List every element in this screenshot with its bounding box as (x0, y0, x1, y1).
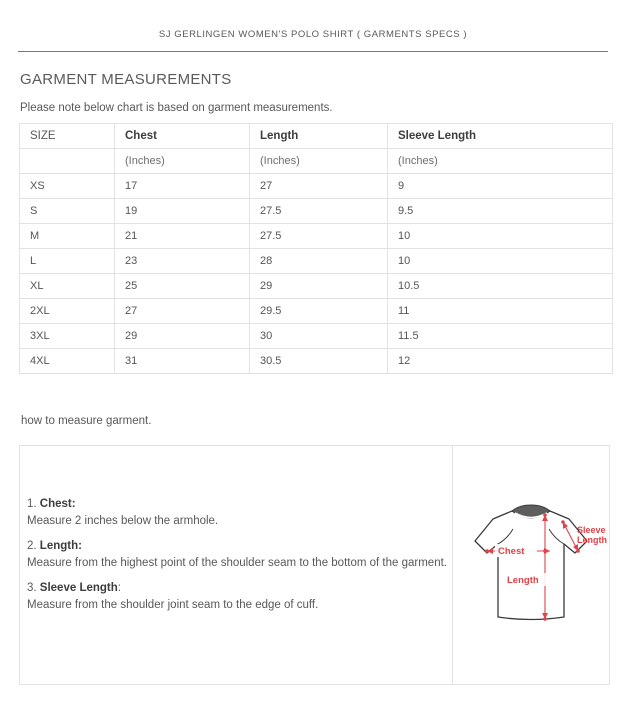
units-length: (Inches) (250, 149, 388, 174)
table-row (20, 199, 613, 224)
column-header-chest: Chest (115, 124, 250, 149)
instruction-label-suffix: : (117, 582, 121, 594)
page-title: SJ GERLINGEN WOMEN'S POLO SHIRT ( GARMENTS SPECS ) (158, 29, 468, 40)
cell-length: 28 (250, 249, 388, 274)
table-row (20, 299, 613, 324)
table-row (20, 324, 613, 349)
header-divider (18, 51, 608, 52)
tshirt-outline-path (475, 511, 587, 620)
instruction-text: Measure from the highest point of the shoulder seam to the bottom of the garment. (27, 557, 447, 569)
sleeve-point-bottom (576, 549, 580, 553)
units-chest: (Inches) (115, 149, 250, 174)
length-point-bottom (543, 617, 547, 621)
sleeve-label-line1: Sleeve (577, 525, 606, 535)
tshirt-diagram (455, 489, 607, 641)
cell-sleeve: 10 (388, 224, 613, 249)
table-row (20, 224, 613, 249)
table-row (20, 174, 613, 199)
instruction-chest (27, 498, 448, 527)
sleeve-label-line2: Length (577, 535, 607, 545)
instruction-label: Chest: (39, 498, 76, 510)
table-row (20, 249, 613, 274)
chest-label: Chest (498, 546, 525, 557)
diagram-pane (453, 446, 609, 684)
cell-size: L (20, 249, 115, 274)
units-sleeve: (Inches) (388, 149, 613, 174)
table-row (20, 274, 613, 299)
sleeve-point-top (561, 520, 565, 524)
instruction-number: 3. (27, 582, 37, 594)
chest-point-left (485, 549, 489, 553)
cell-chest: 25 (115, 274, 250, 299)
cell-size: M (20, 224, 115, 249)
cell-size: 3XL (20, 324, 115, 349)
instruction-text: Measure from the shoulder joint seam to the edge of cuff. (27, 599, 319, 611)
how-to-measure-panel (19, 445, 610, 685)
cell-chest: 23 (115, 249, 250, 274)
cell-sleeve: 9 (388, 174, 613, 199)
cell-size: 2XL (20, 299, 115, 324)
cell-length: 27.5 (250, 199, 388, 224)
cell-chest: 29 (115, 324, 250, 349)
cell-length: 29.5 (250, 299, 388, 324)
cell-sleeve: 10 (388, 249, 613, 274)
instruction-number: 2. (27, 540, 37, 552)
cell-sleeve: 11 (388, 299, 613, 324)
cell-chest: 27 (115, 299, 250, 324)
length-point-top (543, 513, 547, 517)
column-header-sleeve-length: Sleeve Length (388, 124, 613, 149)
cell-chest: 17 (115, 174, 250, 199)
table-header-row (20, 124, 613, 149)
measurement-note: Please note below chart is based on garment measurements. (20, 102, 333, 114)
cell-length: 30 (250, 324, 388, 349)
instruction-sleeve-length (27, 582, 448, 611)
instruction-label: Length: (39, 540, 82, 552)
cell-length: 27 (250, 174, 388, 199)
section-heading: GARMENT MEASUREMENTS (20, 71, 232, 88)
instruction-title (27, 540, 448, 552)
cell-sleeve: 9.5 (388, 199, 613, 224)
instruction-label: Sleeve Length (39, 582, 118, 594)
cell-length: 27.5 (250, 224, 388, 249)
cell-sleeve: 12 (388, 349, 613, 374)
instructions-list (27, 498, 448, 611)
cell-size: XS (20, 174, 115, 199)
cell-chest: 31 (115, 349, 250, 374)
instruction-title (27, 498, 448, 510)
how-to-measure-intro: how to measure garment. (21, 415, 152, 427)
cell-length: 30.5 (250, 349, 388, 374)
column-header-length: Length (250, 124, 388, 149)
instruction-length (27, 540, 448, 569)
instructions-pane (20, 446, 453, 684)
cell-size: XL (20, 274, 115, 299)
cell-sleeve: 11.5 (388, 324, 613, 349)
units-size (20, 149, 115, 174)
table-units-row (20, 149, 613, 174)
chest-point-center (543, 549, 547, 553)
cell-chest: 21 (115, 224, 250, 249)
instruction-number: 1. (27, 498, 37, 510)
column-header-size: SIZE (20, 124, 115, 149)
instruction-text: Measure 2 inches below the armhole. (27, 515, 219, 527)
document-header (0, 0, 626, 40)
cell-sleeve: 10.5 (388, 274, 613, 299)
cell-size: 4XL (20, 349, 115, 374)
cell-size: S (20, 199, 115, 224)
cell-length: 29 (250, 274, 388, 299)
instruction-title (27, 582, 448, 594)
cell-chest: 19 (115, 199, 250, 224)
table-row (20, 349, 613, 374)
size-chart-table (19, 123, 613, 374)
length-label: Length (507, 575, 539, 586)
